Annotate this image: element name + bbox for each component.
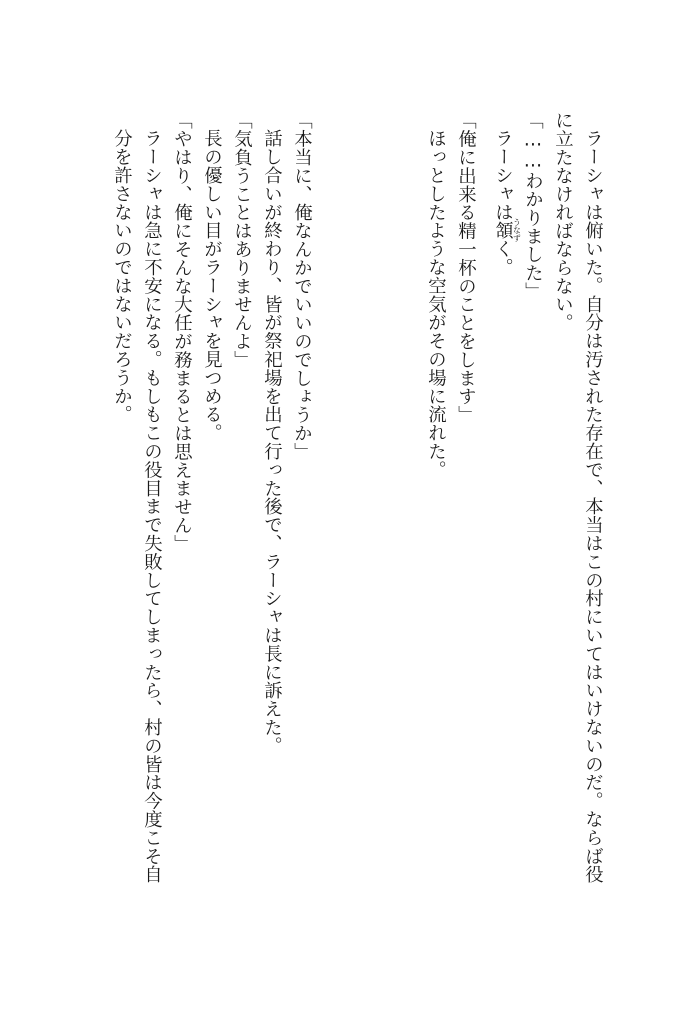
text-line-6: ほっとしたような空気がその場に流れた。: [425, 129, 447, 479]
text-line-5: 「俺に出来る精一杯のことをします」: [455, 111, 477, 424]
text-line-13: 分を許さないのではないだろうか。: [111, 129, 133, 424]
text-line-7: 「本当に、俺なんかでいいのでしょうか」: [291, 111, 313, 461]
text-line-8: 話し合いが終わり、皆が祭祀場を出て行った後で、ラーシャは長に訴えた。: [261, 129, 283, 755]
text-line-9: 「気負うことはありませんよ」: [231, 111, 253, 369]
text-line-4: [493, 129, 521, 276]
ruby-word: [492, 218, 522, 243]
text-line-10: 長の優しい目がラーシャを見つめる。: [201, 129, 223, 442]
ruby-base: 頷: [492, 218, 514, 243]
text-line-2: に立たなければならない。: [552, 111, 574, 332]
text-line-11: 「やはり、俺にそんな大任が務まるとは思えません」: [171, 111, 193, 553]
text-line-4-start: ラーシャは: [492, 129, 514, 221]
text-line-1: ラーシャは俯いた。自分は汚された存在で、本当はこの村にいてはいけないのだ。ならば役: [582, 129, 604, 884]
text-line-3: 「……わかりました」: [522, 111, 544, 301]
text-line-4-end: く。: [492, 239, 514, 277]
ruby-reading: うなず: [512, 218, 522, 243]
text-line-12: ラーシャは急に不安になる。もしもこの役目まで失敗してしまったら、村の皆は今度こそ自: [141, 129, 163, 884]
